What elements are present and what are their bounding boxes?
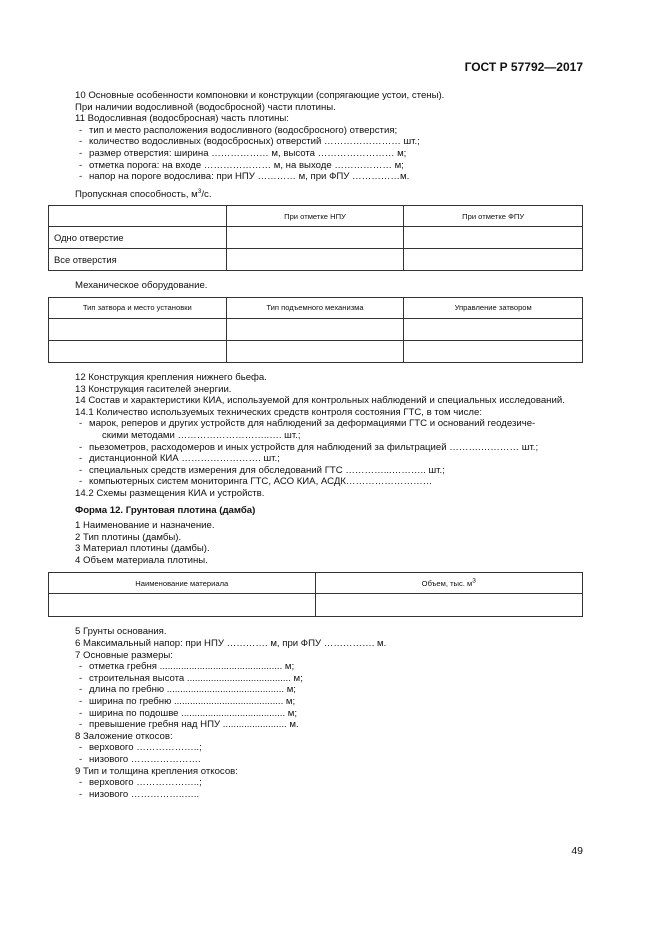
table-header-cell: Тип затвора и место установки — [49, 297, 227, 318]
list-item: - низового ……………..….. — [75, 789, 587, 801]
table-header-cell: При отметке НПУ — [226, 206, 404, 227]
equipment-table — [48, 297, 583, 363]
page-content — [54, 90, 587, 800]
list-item: - верхового ………………..; — [75, 777, 587, 789]
sec14-1: 14.1 Количество используемых технических средств контроля состояния ГТС, в том числе: — [75, 406, 483, 418]
list-item: - низового …………………. — [75, 754, 587, 766]
list-item: - напор на пороге водослива: при НПУ ………… м, при ФПУ ……………м. — [75, 171, 587, 183]
table-header-cell: Тип подъемного механизма — [226, 297, 404, 318]
document-id: ГОСТ Р 57792—2017 — [464, 60, 583, 74]
list-item: - ширина по подошве ....................................... м; — [75, 708, 587, 720]
table-row — [49, 594, 583, 617]
list-item: - ширина по гребню ......................................... м; — [75, 696, 587, 708]
list-item: - пьезометров, расходомеров и иных устройств для наблюдений за фильтрацией ……….………… шт.; — [75, 442, 587, 454]
list-item: - верхового ………………..; — [75, 742, 587, 754]
table-row — [49, 340, 583, 362]
capacity-caption: Пропускная способность, $м^3/с$. — [75, 187, 212, 200]
form12-line: 5 Грунты основания. — [75, 626, 167, 638]
table-row — [49, 318, 583, 340]
form12-line: 2 Тип плотины (дамбы). — [75, 531, 182, 543]
row-label: Одно отверстие — [49, 227, 227, 249]
capacity-table — [48, 205, 583, 271]
sec12: 12 Конструкция крепления нижнего бьефа. — [75, 371, 267, 383]
list-item: - отметка порога: на входе ………………… м, на выходе ……………… м; — [75, 160, 587, 172]
table-header-cell — [49, 206, 227, 227]
material-table — [48, 572, 583, 617]
sec13: 13 Конструкция гасителей энергии. — [75, 383, 232, 395]
mech-title: Механическое оборудование. — [75, 280, 208, 292]
list-item: - марок, реперов и других устройств для наблюдений за деформациями ГТС и оснований геодезиче- — [75, 418, 587, 430]
form12-line: 8 Заложение откосов: — [75, 730, 173, 742]
sec10-line: 10 Основные особенности компоновки и конструкции (сопрягающие устои, стены). — [75, 90, 445, 101]
list-item: - тип и место расположения водосливного (водосбросного) отверстия; — [75, 125, 587, 137]
sec14: 14 Состав и характеристики КИА, используемой для контрольных наблюдений и специальных исследований. — [75, 395, 565, 407]
table-row — [49, 249, 583, 271]
form12-title: Форма 12. Грунтовая плотина (дамба) — [75, 505, 256, 517]
form12-line: 7 Основные размеры: — [75, 649, 173, 661]
list-item: - размер отверстия: ширина ……………… м, высота …………………… м; — [75, 148, 587, 160]
list-item: - компьютерных систем мониторинга ГТС, АСО КИА, АСДК……………………… — [75, 476, 587, 488]
list-item: - длина по гребню ............................................ м; — [75, 684, 587, 696]
list-item: - количество водосливных (водосбросных) отверстий …………………… шт.; — [75, 136, 587, 148]
list-item: - строительная высота ....................................... м; — [75, 673, 587, 685]
list-item: - специальных средств измерения для обследований ГТС …………...……….. шт.; — [75, 465, 587, 477]
form12-line: 3 Материал плотины (дамбы). — [75, 543, 210, 555]
list-item: - дистанционной КИА ……………………. шт.; — [75, 453, 587, 465]
form12-line: 6 Максимальный напор: при НПУ …………. м, при ФПУ ……………. м. — [75, 638, 387, 650]
table-header-cell: Наименование материала — [49, 573, 316, 594]
table-header-cell: Управление затвором — [404, 297, 583, 318]
table-row — [49, 227, 583, 249]
form12-line: 1 Наименование и назначение. — [75, 520, 215, 532]
list-item: - превышение гребня над НПУ ........................ м. — [75, 719, 587, 731]
form12-line: 9 Тип и толщина крепления откосов: — [75, 765, 238, 777]
table-header-cell: При отметке ФПУ — [404, 206, 583, 227]
row-label: Все отверстия — [49, 249, 227, 271]
list-item-continuation: скими методами ………………………..…. шт.; — [102, 429, 301, 441]
list-item: - отметка гребня .............................................. м; — [75, 661, 587, 673]
table-header-cell: Объем, тыс. $м^3$ — [315, 573, 582, 594]
form12-line: 4 Объем материала плотины. — [75, 554, 208, 566]
sec11-title: 11 Водосливная (водосбросная) часть плотины: — [75, 113, 289, 125]
sec10-line: При наличии водосливной (водосбросной) части плотины. — [75, 101, 336, 113]
sec14-2: 14.2 Схемы размещения КИА и устройств. — [75, 487, 265, 499]
page-number: 49 — [571, 845, 583, 857]
